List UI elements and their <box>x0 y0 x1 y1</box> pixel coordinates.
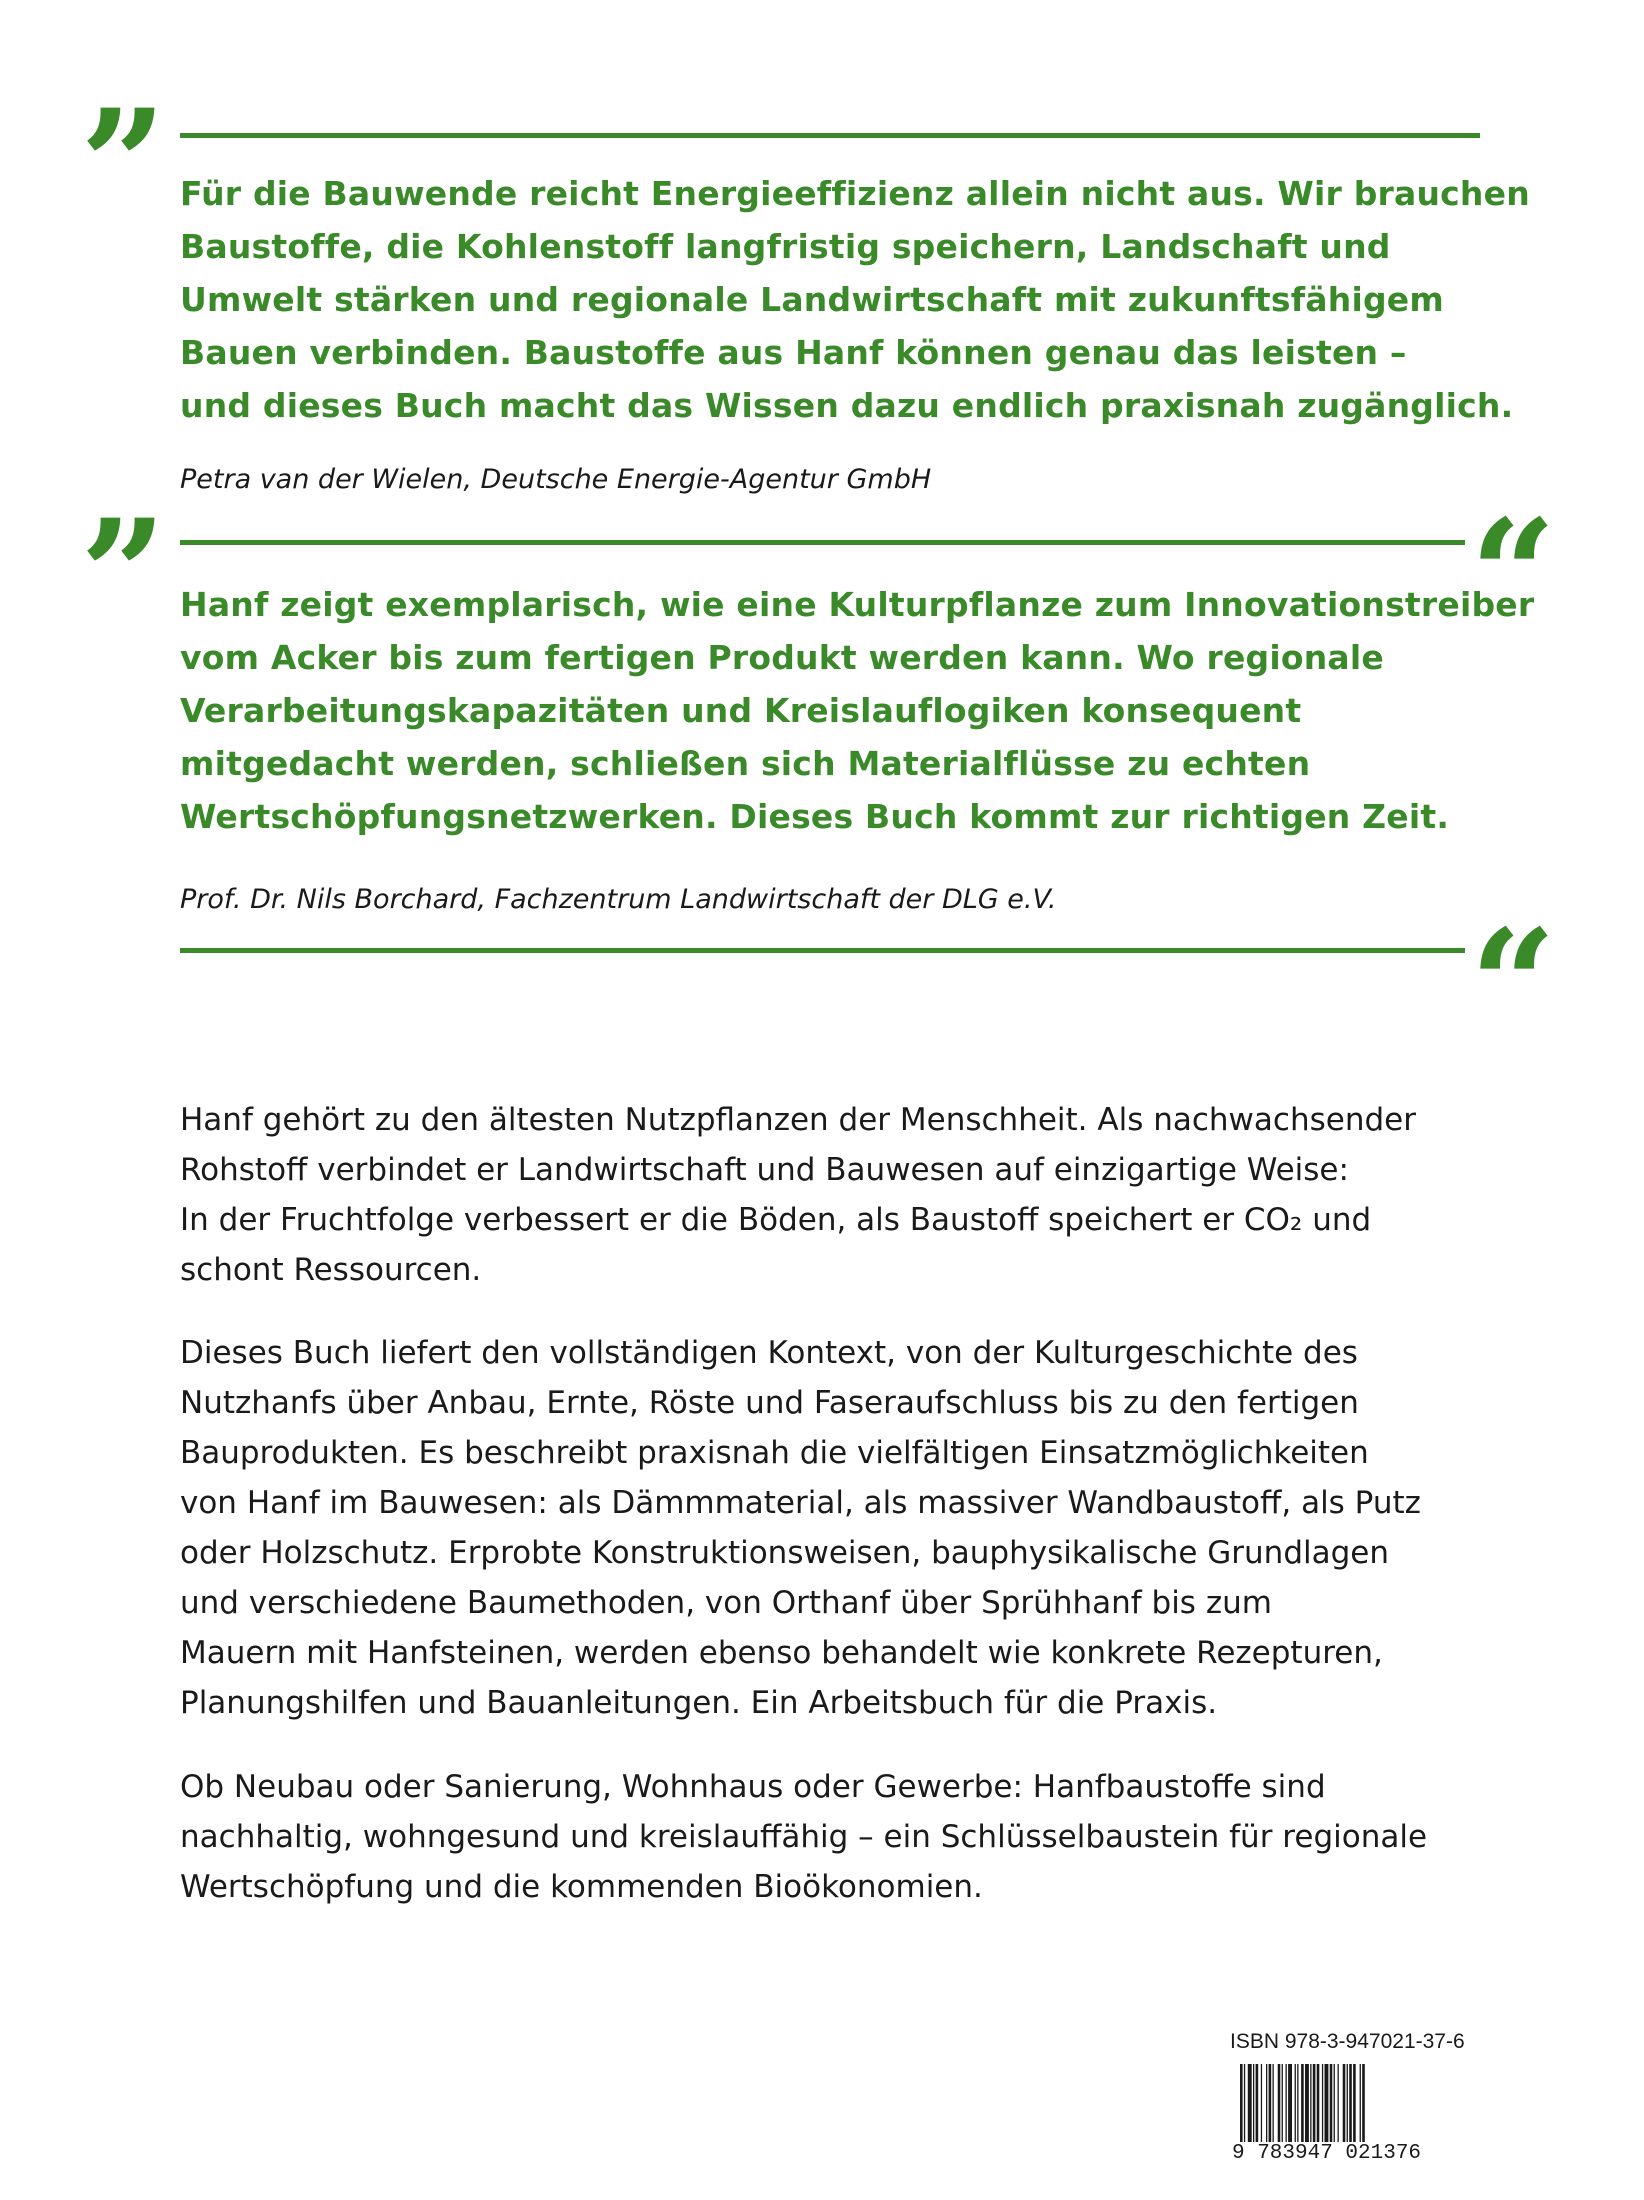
quote-1-line: Für die Bauwende reicht Energieeffizienz allein nicht aus. Wir brauchen <box>180 174 1530 213</box>
barcode-bar <box>1266 2064 1267 2152</box>
quote-divider-bottom <box>180 948 1465 953</box>
body-line: Rohstoff verbindet er Landwirtschaft und Bauwesen auf einzigartige Weise: <box>180 1152 1349 1188</box>
barcode-bar <box>1269 2064 1272 2152</box>
quote-close-mark-2: “ <box>1470 487 1539 663</box>
quote-2-line: Hanf zeigt exemplarisch, wie eine Kulturpflanze zum Innovationstreiber <box>180 585 1535 624</box>
barcode-icon <box>1240 2064 1472 2152</box>
barcode-bar <box>1343 2064 1346 2152</box>
body-line: Bauprodukten. Es beschreibt praxisnah die vielfältigen Einsatzmöglichkeiten <box>180 1435 1369 1471</box>
quote-1-line: Baustoffe, die Kohlenstoff langfristig speichern, Landschaft und <box>180 227 1391 266</box>
barcode-bar <box>1362 2064 1365 2152</box>
barcode-bar <box>1310 2064 1311 2152</box>
barcode-bar <box>1317 2064 1320 2152</box>
quote-open-mark-1: ” <box>80 77 149 253</box>
quote-2-line: Wertschöpfungsnetzwerken. Dieses Buch kommt zur richtigen Zeit. <box>180 797 1450 836</box>
barcode-bar <box>1301 2064 1304 2152</box>
barcode-bar <box>1240 2064 1243 2152</box>
body-line: Hanf gehört zu den ältesten Nutzpflanzen der Menschheit. Als nachwachsender <box>180 1102 1416 1138</box>
body-line: von Hanf im Bauwesen: als Dämmmaterial, als massiver Wandbaustoff, als Putz <box>180 1485 1421 1521</box>
body-paragraph-2 <box>180 1328 1500 1728</box>
quote-1-line: Bauen verbinden. Baustoffe aus Hanf können genau das leisten – <box>180 333 1407 372</box>
quote-2-line: mitgedacht werden, schließen sich Materialflüsse zu echten <box>180 744 1311 783</box>
body-paragraph-1 <box>180 1095 1500 1295</box>
barcode-bar <box>1325 2064 1329 2152</box>
barcode-bar <box>1353 2064 1356 2152</box>
barcode-bar <box>1282 2064 1283 2152</box>
isbn-label: ISBN 978-3-947021-37-6 <box>1230 2030 1465 2053</box>
body-line: Ob Neubau oder Sanierung, Wohnhaus oder Gewerbe: Hanfbaustoffe sind <box>180 1769 1326 1805</box>
barcode-bar <box>1313 2064 1316 2152</box>
barcode-bar <box>1347 2064 1348 2152</box>
barcode-bar <box>1286 2064 1287 2152</box>
quote-1-line: und dieses Buch macht das Wissen dazu endlich praxisnah zugänglich. <box>180 386 1514 425</box>
barcode-bar <box>1338 2064 1339 2152</box>
barcode-bar <box>1334 2064 1335 2152</box>
barcode-bar <box>1330 2064 1333 2152</box>
body-line: und verschiedene Baumethoden, von Orthanf über Sprühhanf bis zum <box>180 1585 1272 1621</box>
quote-1-line: Umwelt stärken und regionale Landwirtschaft mit zukunftsfähigem <box>180 280 1444 319</box>
barcode-bar <box>1244 2064 1245 2152</box>
barcode-bar <box>1349 2064 1352 2152</box>
body-paragraph-3 <box>180 1762 1500 1912</box>
barcode-bar <box>1305 2064 1309 2152</box>
body-line: Wertschöpfung und die kommenden Bioökonomien. <box>180 1869 983 1905</box>
quote-close-mark-bottom: “ <box>1470 897 1539 1073</box>
quote-2-line: Verarbeitungskapazitäten und Kreislauflogiken konsequent <box>180 691 1302 730</box>
body-line: In der Fruchtfolge verbessert er die Böden, als Baustoff speichert er CO₂ und <box>180 1202 1372 1238</box>
body-line: Dieses Buch liefert den vollständigen Kontext, von der Kulturgeschichte des <box>180 1335 1358 1371</box>
barcode-bar <box>1248 2064 1252 2152</box>
quote-1-attribution: Petra van der Wielen, Deutsche Energie-Agentur GmbH <box>180 464 932 495</box>
body-line: Mauern mit Hanfsteinen, werden ebenso behandelt wie konkrete Rezepturen, <box>180 1635 1383 1671</box>
barcode-bar <box>1273 2064 1274 2152</box>
body-line: nachhaltig, wohngesund und kreislauffähig – ein Schlüsselbaustein für regionale <box>180 1819 1428 1855</box>
quote-1-text <box>180 167 1530 432</box>
barcode-bar <box>1256 2064 1259 2152</box>
body-line: Planungshilfen und Bauanleitungen. Ein Arbeitsbuch für die Praxis. <box>180 1685 1218 1721</box>
barcode-bar <box>1261 2064 1262 2152</box>
quote-divider-top-1 <box>180 133 1480 138</box>
quote-2-text <box>180 578 1535 843</box>
quote-open-mark-2: ” <box>80 487 149 663</box>
quote-divider-top-2 <box>180 540 1465 545</box>
body-line: schont Ressourcen. <box>180 1252 482 1288</box>
barcode-digits: 9 783947 021376 <box>1232 2142 1472 2165</box>
quote-2-attribution: Prof. Dr. Nils Borchard, Fachzentrum Landwirtschaft der DLG e.V. <box>180 884 1057 915</box>
barcode-bar <box>1322 2064 1323 2152</box>
barcode-bar <box>1253 2064 1254 2152</box>
barcode-bar <box>1360 2064 1361 2152</box>
barcode-bar <box>1288 2064 1292 2152</box>
quote-2-line: vom Acker bis zum fertigen Produkt werden kann. Wo regionale <box>180 638 1384 677</box>
barcode-bar <box>1297 2064 1298 2152</box>
body-line: oder Holzschutz. Erprobte Konstruktionsweisen, bauphysikalische Grundlagen <box>180 1535 1389 1571</box>
body-line: Nutzhanfs über Anbau, Ernte, Röste und Faseraufschluss bis zu den fertigen <box>180 1385 1359 1421</box>
barcode-bar <box>1278 2064 1281 2152</box>
barcode-bar <box>1295 2064 1296 2152</box>
